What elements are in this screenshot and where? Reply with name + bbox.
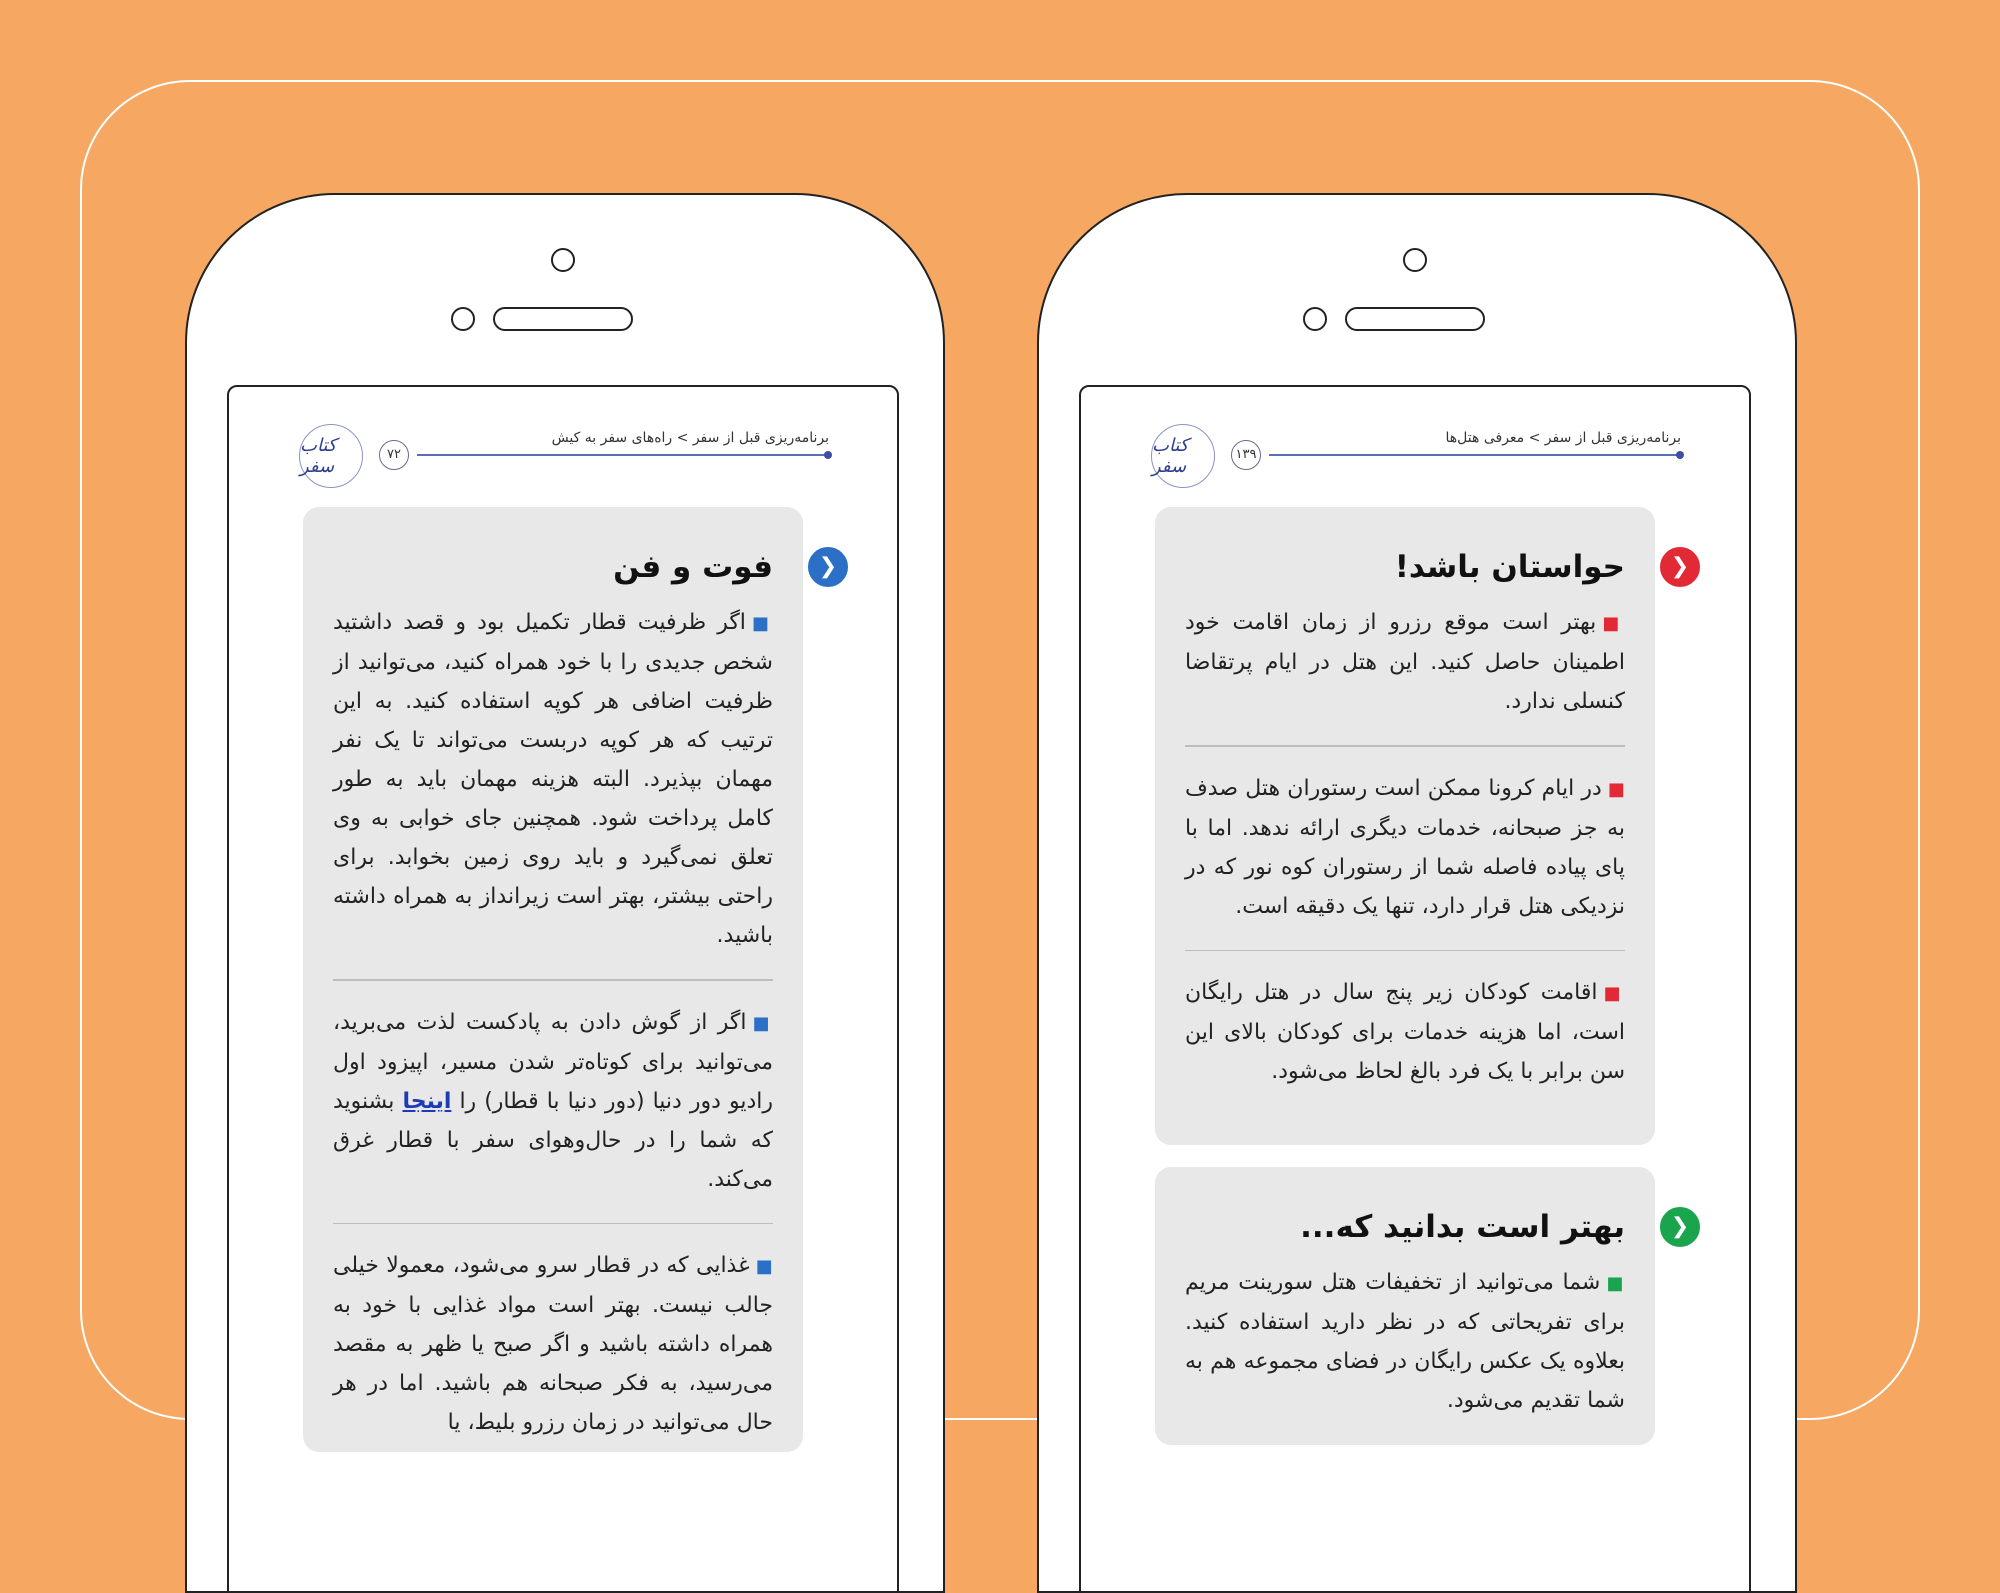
tip-item: ■اگر ظرفیت قطار تکمیل بود و قصد داشتید شخص جدیدی را با خود همراه کنید، می‌توانید از ظرفیت اضافی هر کوپه استفاده کنید. به این ترتیب که هر کوپه دربست می‌تواند تا یک نفر مهمان بپذیرد. البته هزینه مهمان باید به طور کامل پرداخت شود. همچنین جای خوابی به وی تعلق نمی‌گیرد و باید روی زمین بخوابد. برای راحتی بیشتر، بهتر است زیرانداز به همراه داشته باشید. [333,610,773,948]
tip-item: ■بهتر است موقع رزرو از زمان اقامت خود اطمینان حاصل کنید. این هتل در ایام پرتقاضا کنسلی ندارد. [1185,610,1625,714]
bullet-icon: ■ [1607,778,1625,800]
info-card [1155,1167,1690,1445]
tip-item: ■در ایام کرونا ممکن است رستوران هتل صدف به جز صبحانه، خدمات دیگری ارائه ندهد. اما با پای پیاده فاصله شما از رستوران کوه نور که در نزدیکی هتل قرار دارد، تنها یک دقیقه است. [1185,775,1625,919]
phone-screen-right[interactable] [1079,385,1751,1593]
podcast-link[interactable]: اینجا [402,1088,452,1114]
card-title: حواستان باشد! ❮ [1185,545,1625,589]
page-header [1151,422,1681,482]
phone-screen-left[interactable] [227,385,899,1593]
book-logo: کتاب سفر [299,424,363,488]
chevron-left-icon: ❮ [1657,1204,1703,1250]
tip-item: ■شما می‌توانید از تخفیفات هتل سورینت مریم برای تفریحاتی که در نظر دارید استفاده کنید. بعلاوه یک عکس رایگان در فضای مجموعه هم به شما تقدیم می‌شود. [1185,1270,1625,1413]
chevron-left-icon: ❮ [1657,544,1703,590]
proximity-sensor [451,307,475,331]
phone-left [185,193,945,1593]
chevron-left-icon: ❮ [805,544,851,590]
tip-item: ■اگر از گوش دادن به پادکست لذت می‌برید، می‌توانید برای کوتاه‌تر شدن مسیر، اپیزود اول رادیو دور دنیا (دور دنیا با قطار) را اینجا بشنوید که شما را در حال‌وهوای سفر با قطار غرق می‌کند. [333,1009,773,1192]
page-number: ۱۳۹ [1231,440,1261,470]
earpiece-speaker [493,307,633,331]
phone-right [1037,193,1797,1593]
divider [1185,745,1625,747]
card-title: فوت و فن ❮ [333,545,773,589]
header-rule [1269,454,1681,456]
page-header [299,422,829,482]
card-title: بهتر است بدانید که... ❮ [1185,1205,1625,1249]
bullet-icon: ■ [1606,1273,1625,1294]
divider [333,1223,773,1225]
bullet-icon: ■ [755,1256,773,1277]
header-rule [417,454,829,456]
page-number: ۷۲ [379,440,409,470]
breadcrumb[interactable]: برنامه‌ریزی قبل از سفر > راه‌های سفر به کیش [551,430,829,446]
bullet-icon: ■ [752,1012,773,1034]
tips-card [303,507,838,1452]
earpiece-speaker [1345,307,1485,331]
breadcrumb[interactable]: برنامه‌ریزی قبل از سفر > معرفی هتل‌ها [1445,430,1681,446]
divider [1185,950,1625,952]
bullet-icon: ■ [1602,613,1625,634]
book-logo: کتاب سفر [1151,424,1215,488]
bullet-icon: ■ [1603,983,1625,1004]
warning-card [1155,507,1690,1145]
bullet-icon: ■ [751,613,773,634]
front-camera [1403,248,1427,272]
divider [333,979,773,981]
tip-item: ■اقامت کودکان زیر پنج سال در هتل رایگان است، اما هزینه خدمات برای کودکان بالای این سن برابر با یک فرد بالغ لحاظ می‌شود. [1185,980,1625,1084]
proximity-sensor [1303,307,1327,331]
tip-item: ■غذایی که در قطار سرو می‌شود، معمولا خیلی جالب نیست. بهتر است مواد غذایی با خود به همراه داشته باشید و اگر صبح یا ظهر به مقصد می‌رسید، به فکر صبحانه هم باشید. اما در هر حال می‌توانید در زمان رزرو بلیط، یا [333,1253,773,1435]
front-camera [551,248,575,272]
